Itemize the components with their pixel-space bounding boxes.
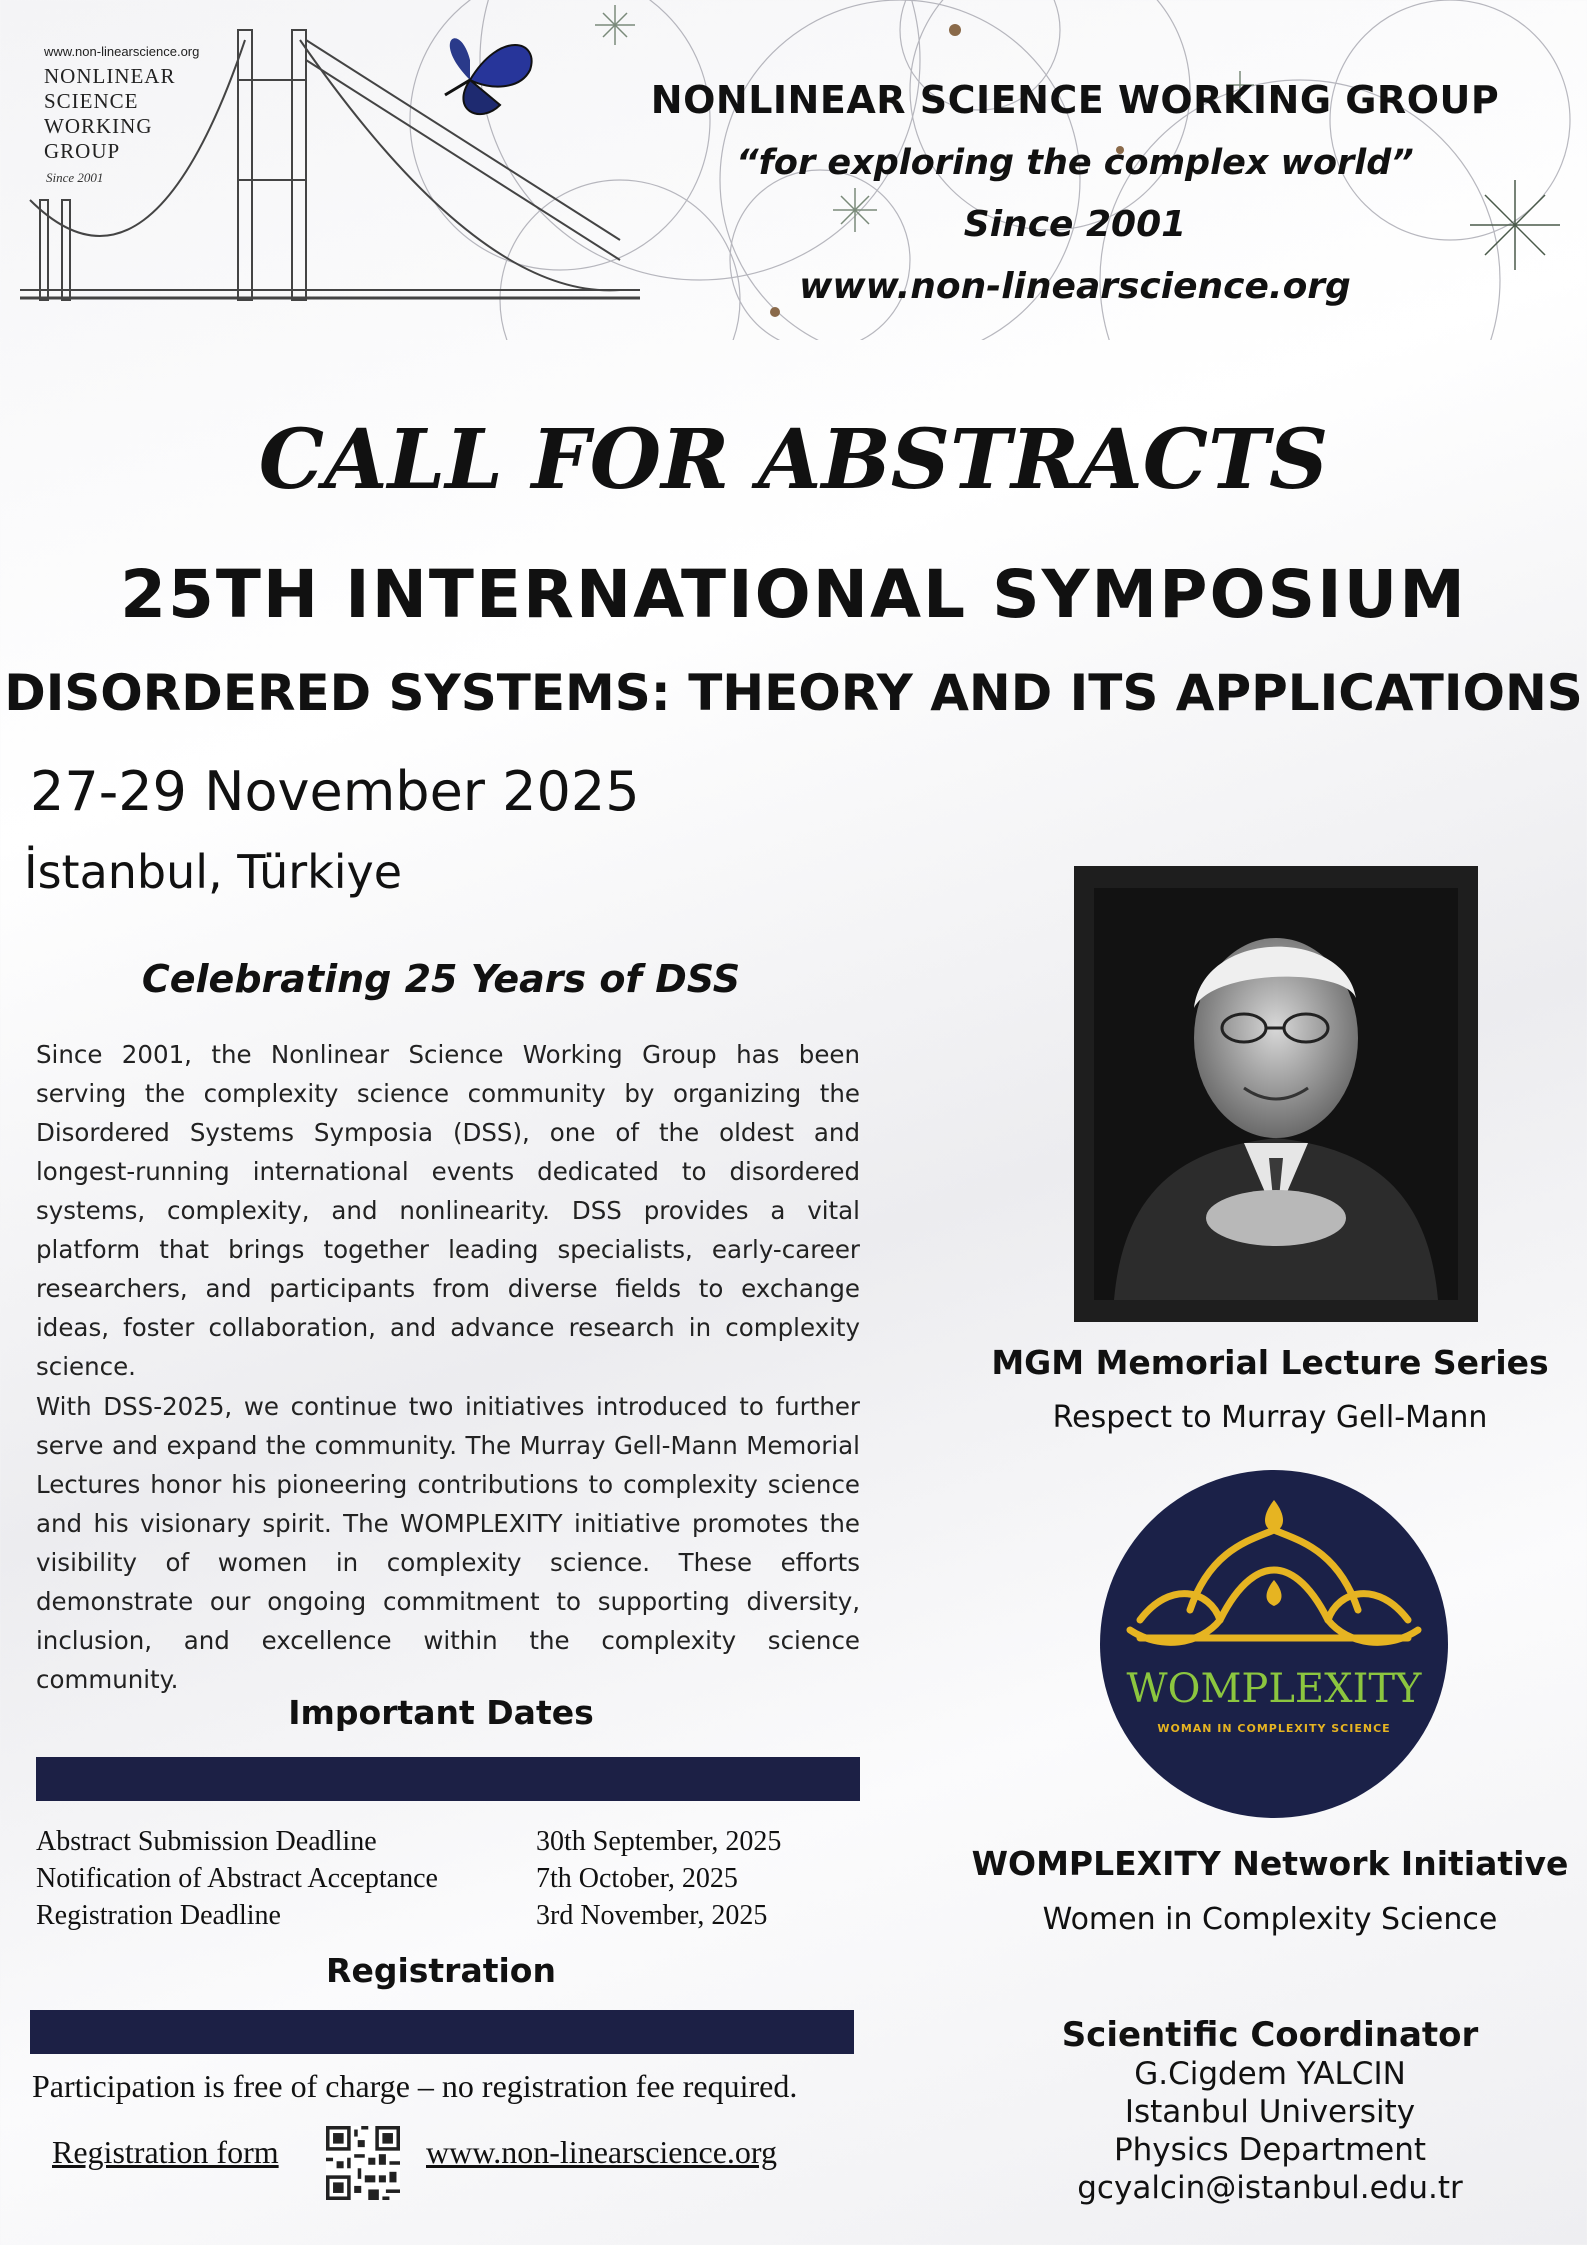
org-since: Since 2001: [963, 204, 1187, 245]
coordinator-department: Physics Department: [1113, 2132, 1427, 2168]
org-name: NONLINEAR SCIENCE WORKING GROUP: [650, 78, 1500, 122]
about-paragraph-1: Since 2001, the Nonlinear Science Working Group has been serving the complexity science community by organizing the Disordered Systems Symposia (DSS), one of the oldest and longest-running international events dedicated to disordered systems, complexity, and nonlinearity. DSS provides a vital platform that brings together leading specialists, early-career researchers, and participants from diverse fields to exchange ideas, foster collaboration, and advance research in complexity science.: [36, 1040, 860, 1381]
registration-note: Participation is free of charge – no registration fee required.: [32, 2068, 798, 2104]
date-value: 3rd November, 2025: [536, 1900, 768, 1931]
date-row: [36, 1897, 836, 1934]
womplexity-subtitle: Women in Complexity Science: [1042, 1902, 1498, 1937]
date-label: Notification of Abstract Acceptance: [36, 1863, 438, 1894]
date-value: 7th October, 2025: [536, 1863, 738, 1894]
coordinator-name: G.Cigdem YALCIN: [1134, 2056, 1406, 2092]
date-label: Registration Deadline: [36, 1900, 281, 1931]
about-paragraph-2: With DSS-2025, we continue two initiatives introduced to further serve and expand the community. The Murray Gell-Mann Memorial Lectures honor his pioneering contributions to complexity science and his visionary spirit. The WOMPLEXITY initiative promotes the visibility of women in complexity science. These efforts demonstrate our ongoing commitment to supporting diversity, inclusion, and excellence within the complexity science community.: [36, 1392, 860, 1694]
qr-code-icon[interactable]: [326, 2126, 400, 2200]
logo-name: NONLINEAR SCIENCE WORKING GROUP: [44, 64, 176, 163]
portrait-photo: [1094, 888, 1458, 1300]
date-row: [36, 1823, 836, 1860]
important-dates-list: [36, 1823, 836, 1934]
registration-bar: [30, 2010, 854, 2054]
portrait-frame: [1074, 866, 1478, 1322]
mgm-heading: MGM Memorial Lecture Series: [991, 1343, 1549, 1382]
registration-heading: Registration: [326, 1951, 556, 1990]
coordinator-institution: Istanbul University: [1124, 2094, 1416, 2130]
date-row: [36, 1860, 836, 1897]
womplexity-logo: [1100, 1470, 1448, 1818]
symposium-dates: 27-29 November 2025: [30, 760, 640, 823]
date-label: Abstract Submission Deadline: [36, 1826, 377, 1857]
org-website[interactable]: www.non-linearscience.org: [799, 266, 1351, 307]
important-dates-bar: [36, 1757, 860, 1801]
coordinator-email[interactable]: gcyalcin@istanbul.edu.tr: [1077, 2170, 1463, 2206]
coordinator-heading: Scientific Coordinator: [1061, 2015, 1479, 2055]
logo-url: www.non-linearscience.org: [44, 44, 200, 59]
womplexity-heading: WOMPLEXITY Network Initiative: [971, 1844, 1569, 1883]
symposium-location: İstanbul, Türkiye: [24, 845, 403, 899]
celebrating-heading: Celebrating 25 Years of DSS: [141, 957, 741, 1001]
important-dates-heading: Important Dates: [288, 1693, 594, 1732]
symposium-theme: DISORDERED SYSTEMS: THEORY AND ITS APPLICATIONS: [4, 664, 1583, 722]
butterfly-icon: [445, 38, 532, 114]
womplexity-logo-text: WOMPLEXITY: [1126, 1666, 1422, 1712]
logo-since: Since 2001: [46, 170, 104, 185]
date-value: 30th September, 2025: [536, 1826, 782, 1857]
symposium-title: 25TH INTERNATIONAL SYMPOSIUM: [120, 556, 1467, 633]
registration-form-link[interactable]: Registration form: [52, 2134, 279, 2170]
womplexity-logo-subtext: WOMAN IN COMPLEXITY SCIENCE: [1157, 1722, 1391, 1735]
org-tagline: “for exploring the complex world”: [736, 143, 1414, 183]
mgm-subtitle: Respect to Murray Gell-Mann: [1052, 1400, 1488, 1435]
registration-url-link[interactable]: www.non-linearscience.org: [426, 2134, 777, 2170]
call-for-abstracts-title: CALL FOR ABSTRACTS: [258, 412, 1329, 508]
